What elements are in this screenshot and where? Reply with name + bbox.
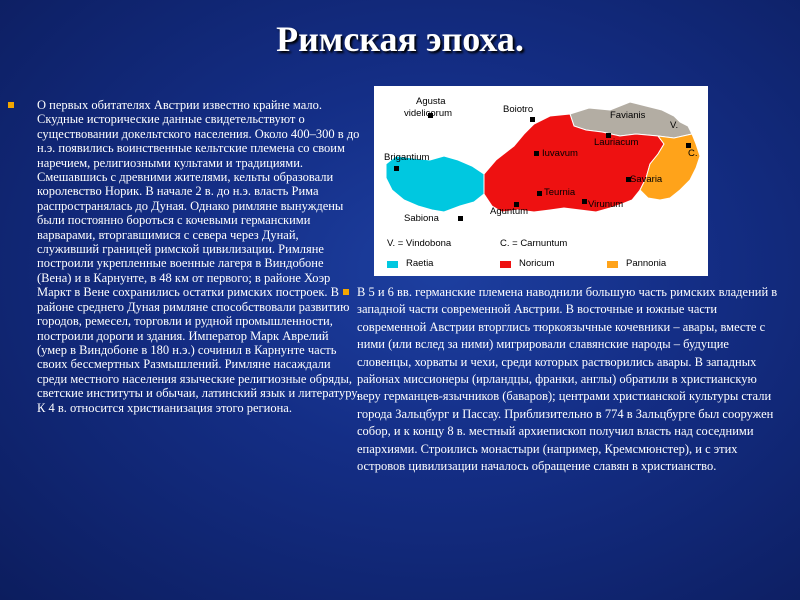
map-label-videlicorum: videlicorum [404,108,453,119]
map-label-aguntum: Aguntum [490,206,529,217]
map-label-teurnia: Teurnia [544,187,576,198]
legend-swatch-raetia [387,261,398,268]
right-paragraph: В 5 и 6 вв. германские племена наводнили большую часть римских владений в западной части современной Австрии. В восточные и южные части современной Австрии вторглись тюркоязычные кочевники – авары, вместе с ними (или вслед за ними) мигрировали славянские народы – будущие словенцы, хорваты и чехи, среди которых растворились авары. В западных районах миссионеры (ирландцы, франки, англы) обратили в христианскую веру германцев-язычников (баваров); центрами христианской культуры стали города Зальцбург и Пассау. Приблизительно в 774 в Зальцбурге был сооружен собор, и к концу 8 в. местный архиепископ получил власть над соседними епархиями. Строились монастыри (например, Кремсмюнстер), и с этих островов цивилизации началось обращение славян в христианство. [357,285,778,474]
left-text-block [8,98,360,415]
page-title: Римская эпоха. [276,19,524,59]
map-label-c-mark: C. [688,148,698,159]
map-label-iuvavum: Iuvavum [542,148,578,159]
city-dot [537,191,542,196]
left-paragraph: О первых обитателях Австрии известно крайне мало. Скудные исторические данные свидетельствуют о существовании докельтского населения. Около 400–300 в до н.э. появились воинственные кельтские племена со своим наречием, религиозными культами и традициями. Смешавшись с древними жителями, кельты образовали королевство Норик. В начале 2 в. до н.э. власть Рима распространялась до Дуная. Однако римляне вынуждены были постоянно бороться с кочевыми германскими варварами, вторгавшимися с севера через Дунай, служивший границей римской цивилизации. Римляне построили укрепленные военные лагеря в Виндобоне (Вена) и в Карнунте, в 48 км от первого; в районе Хоэр Маркт в Вене сохранились остатки римских построек. В районе среднего Дуная римляне способствовали развитию городов, ремесел, торговли и рудной промышленности, построили дороги и здания. Император Марк Аврелий (умер в Виндобоне в 180 н.э.) сочинил в Карнунте часть своих бессмертных Размышлений. Римляне насаждали среди местного населения языческие религиозные обряды, светские институты и обычаи, латинский язык и литературу. К 4 в. относится христианизация этого региона. [37,98,360,415]
map-label-v-mark: V. [670,120,679,131]
legend-label-raetia: Raetia [406,258,434,269]
map-label-boiotro: Boiotro [503,104,534,115]
bullet-marker [8,102,14,108]
map-image [374,86,708,276]
city-dot [458,216,463,221]
city-dot [582,199,587,204]
map-label-savaria: Savaria [630,174,663,185]
map-key-carnuntum: C. = Carnuntum [500,238,568,249]
city-dot [394,166,399,171]
city-dot [534,151,539,156]
map-label-agusta: Agusta [416,96,446,107]
map-key-vindobona: V. = Vindobona [387,238,452,249]
legend-swatch-pannonia [607,261,618,268]
city-dot [530,117,535,122]
legend-label-noricum: Noricum [519,258,555,269]
bullet-marker [343,289,349,295]
map-label-favianis: Favianis [610,110,646,121]
map-label-sabiona: Sabiona [404,213,439,224]
raetia-region [386,156,484,212]
map-label-lauriacum: Lauriacum [594,137,639,148]
right-text-block [343,284,783,475]
map-label-brigantium: Brigantium [384,152,430,163]
map-label-virunum: Virunum [588,199,624,210]
legend-label-pannonia: Pannonia [626,258,667,269]
legend-swatch-noricum [500,261,511,268]
